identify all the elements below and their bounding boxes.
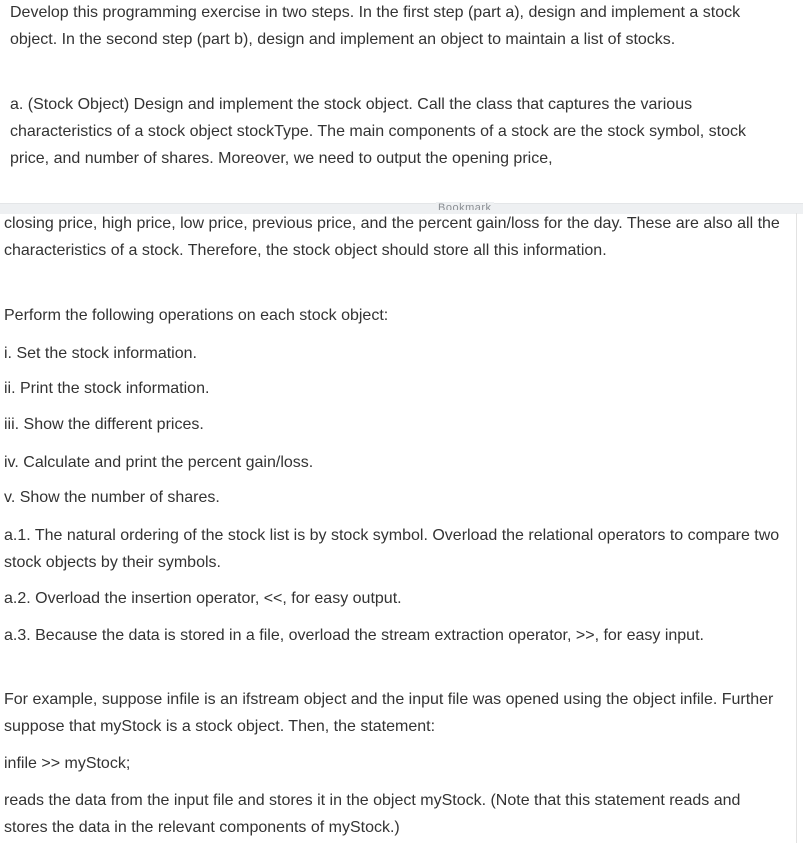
part-a-paragraph: a. (Stock Object) Design and implement the stock object. Call the class that captures the various characteristics of a stock object stockType. The main components of a stock are the stock symbol, stock price, and number of shares. Moreover, we need to output the opening price, — [10, 96, 747, 167]
requirement-a1-paragraph: a.1. The natural ordering of the stock list is by stock symbol. Overload the relational operators to compare two stock objects by their symbols. — [4, 527, 780, 571]
operation-item: iii. Show the different prices. — [4, 416, 204, 433]
operation-item: v. Show the number of shares. — [4, 489, 220, 506]
operation-item: iv. Calculate and print the percent gain/loss. — [4, 454, 314, 471]
operations-heading: Perform the following operations on each stock object: — [4, 307, 389, 324]
operation-item: i. Set the stock information. — [4, 345, 197, 362]
bookmark-label[interactable]: Bookmark — [438, 202, 492, 210]
requirement-a3-paragraph: a.3. Because the data is stored in a file, overload the stream extraction operator, >>, for easy input. — [4, 627, 704, 644]
question-text-top — [0, 0, 803, 203]
operation-item: ii. Print the stock information. — [4, 380, 210, 397]
explanation-paragraph: reads the data from the input file and stores it in the object myStock. (Note that this statement reads and stores the data in the relevant components of myStock.) — [4, 792, 741, 836]
intro-paragraph: Develop this programming exercise in two steps. In the first step (part a), design and implement a stock object. In the second step (part b), design and implement an object to maintain a list of stocks. — [10, 4, 741, 48]
example-paragraph: For example, suppose infile is an ifstream object and the input file was opened using the object infile. Further suppose that myStock is a stock object. Then, the statement: — [4, 691, 774, 735]
requirement-a2-paragraph: a.2. Overload the insertion operator, <<, for easy output. — [4, 590, 402, 607]
content-right-border — [796, 213, 797, 843]
characteristics-paragraph: closing price, high price, low price, previous price, and the percent gain/loss for the day. These are also all the characteristics of a stock. Therefore, the stock object should store all this information. — [4, 215, 780, 259]
example-statement: infile >> myStock; — [4, 755, 131, 772]
